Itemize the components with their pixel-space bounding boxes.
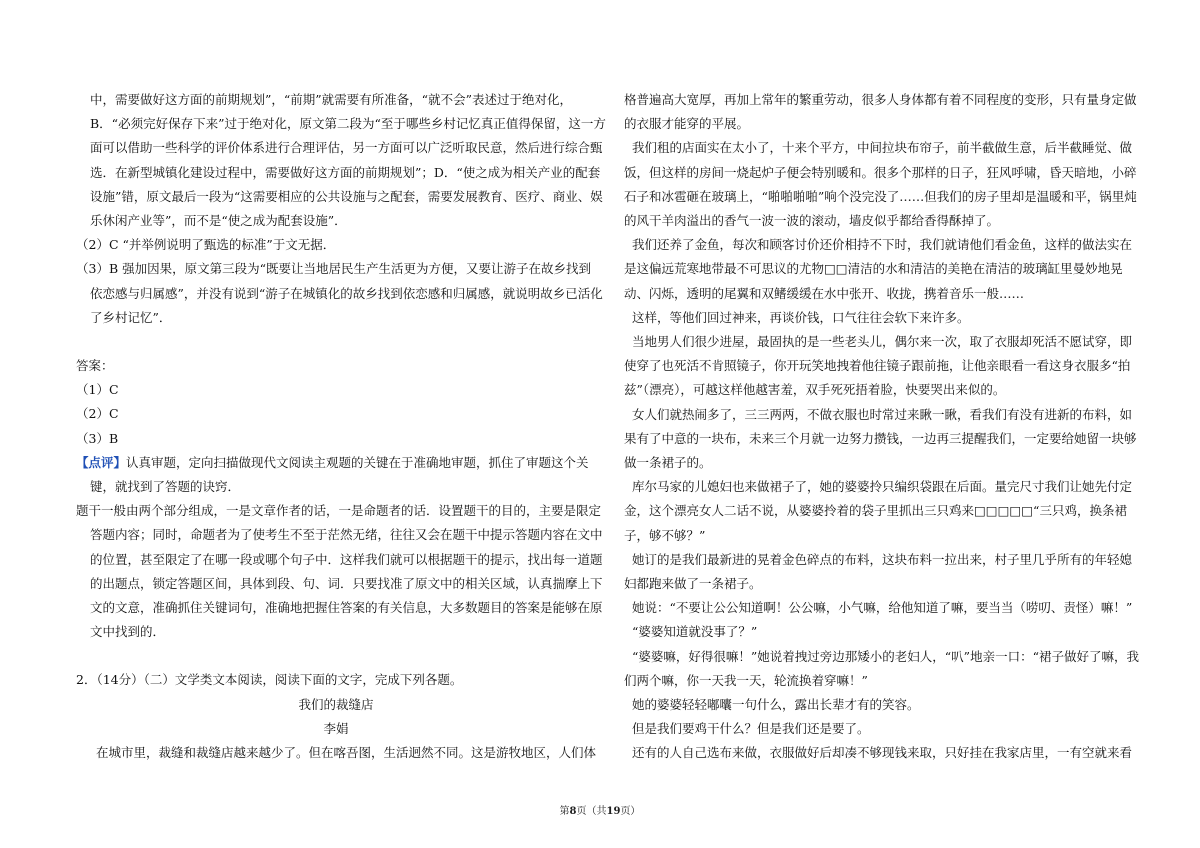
analysis-line: 设施”错，原文最后一段为“这需要相应的公共设施与之配套，需要发展教育、医疗、商业、娱	[90, 188, 603, 204]
method-line: 的位置，甚至限定了在哪一段或哪个句子中．这样我们就可以根据题干的提示，找出每一道题	[90, 551, 603, 567]
answer-label: 答案：	[76, 358, 114, 374]
story-line: 使穿了也死活不肯照镜子，你开玩笑地拽着他往镜子跟前拖，让他亲眼看一看这身衣服多“拍	[624, 358, 1131, 374]
spacer	[76, 644, 596, 668]
story-line: 金，这个漂亮女人二话不说，从婆婆拎着的袋子里抓出三只鸡来□□□□□“三只鸡，换条裙	[624, 503, 1127, 519]
story-line: 果有了中意的一块布，未来三个月就一边努力攒钱，一边再三提醒我们，一定要给她留一块够	[624, 430, 1137, 446]
answer-item: （2）C	[76, 406, 119, 422]
story-line: 这样，等他们回过神来，再谈价钱，口气往往会软下来许多。	[632, 309, 970, 325]
story-line: 她的婆婆轻轻嘟囔一句什么，露出长辈才有的笑容。	[632, 697, 920, 713]
comment-line: 键，就找到了答题的诀窍．	[90, 479, 241, 495]
analysis-line: 乐休闲产业等”，而不是“使之成为配套设施”．	[90, 213, 347, 229]
page-footer	[0, 802, 1200, 817]
story-line: 但是我们要鸡干什么？但是我们还是要了。	[632, 721, 870, 737]
story-line: 的风干羊肉溢出的香气一波一波的滚动，墙皮似乎都给香得酥掉了。	[624, 213, 1000, 229]
answer-item: （1）C	[76, 382, 119, 398]
method-line: 题干一般由两个部分组成，一是文章作者的话，一是命题者的话．设置题干的目的，主要是限定	[76, 503, 602, 519]
story-line: 石子和冰雹砸在玻璃上，“啪啪啪啪”响个没完没了……但我们的房子里却是温暖和平，锅里炖	[624, 188, 1137, 204]
story-line: “婆婆嘛，好得很嘛！”她说着拽过旁边那矮小的老妇人，“叭”地亲一口：“裙子做好了嘛，我	[632, 648, 1139, 664]
footer-suffix: 页）	[620, 806, 641, 817]
question-header: 2．（14分）（二）文学类文本阅读，阅读下面的文字，完成下列各题。	[76, 672, 463, 688]
story-line: 妇都跑来做了一条裙子。	[624, 576, 762, 592]
story-line: 的衣服才能穿的平展。	[624, 116, 750, 132]
story-title: 我们的裁缝店	[298, 696, 374, 712]
story-line: 库尔马家的儿媳妇也来做裙子了，她的婆婆拎只编织袋跟在后面。量完尺寸我们让她先付定	[632, 479, 1133, 495]
analysis-line: 选．在新型城镇化建设过程中，需要做好这方面的前期规划”；D．“使之成为相关产业的配套	[90, 164, 601, 180]
method-line: 文的文意，准确抓住关键词句，准确地把握住答案的有关信息，大多数题目的答案是能够在原	[90, 600, 603, 616]
story-line: 女人们就热闹多了，三三两两，不做衣服也时常过来瞅一瞅，看我们有没有进新的布料，如	[632, 406, 1133, 422]
story-line: 动、闪烁，透明的尾翼和双鳍缓缓在水中张开、收拢，携着音乐一般……	[624, 285, 1025, 301]
story-author: 李娟	[323, 720, 349, 736]
story-line: 们两个嘛，你一天我一天，轮流换着穿嘛！”	[624, 672, 868, 688]
story-line: 子，够不够？”	[624, 527, 706, 543]
total-pages: 19	[606, 806, 621, 817]
page-number: 8	[569, 806, 577, 817]
story-paragraph: 在城市里，裁缝和裁缝店越来越少了。但在喀吾图，生活迥然不同。这是游牧地区，人们体	[96, 745, 597, 761]
method-line: 的出题点，锁定答题区间，具体到段、句、词．只要找准了原文中的相关区域，认真揣摩上下	[90, 575, 603, 591]
method-line: 文中找到的．	[90, 624, 166, 640]
story-line: 她订的是我们最新进的晃着金色碎点的布料，这块布料一拉出来，村子里几乎所有的年轻媳	[632, 551, 1133, 567]
story-line: 做一条裙子的。	[624, 455, 712, 471]
answer-item: （3）B	[76, 430, 119, 446]
q2-analysis: （2）C “并举例说明了甄选的标准”于文无据．	[76, 237, 336, 253]
q3-analysis-line: 了乡村记忆”．	[90, 309, 172, 325]
method-line: 答题内容；同时，命题者为了使考生不至于茫然无绪，往往又会在题干中提示答题内容在文中	[90, 527, 603, 543]
story-line: 当地男人们很少进屋，最固执的是一些老头儿，偶尔来一次，取了衣服却死活不愿试穿，即	[632, 334, 1133, 350]
story-line: 还有的人自己选布来做，衣服做好后却凑不够现钱来取，只好挂在我家店里，一有空就来看	[632, 745, 1133, 761]
q3-analysis-line: （3）B 强加因果，原文第三段为“既要让当地居民生产生活更为方便，又要让游子在故乡找到	[76, 261, 592, 277]
footer-middle: 页（共	[576, 806, 607, 817]
comment-text: 认真审题，定向扫描做现代文阅读主观题的关键在于准确地审题，抓住了审题这个关	[126, 454, 589, 470]
q3-analysis-line: 依恋感与归属感”，并没有说到“游子在城镇化的故乡找到依恋感和归属感，就说明故乡已活化	[90, 285, 603, 301]
story-line: 格普遍高大宽厚，再加上常年的繁重劳动，很多人身体都有着不同程度的变形，只有量身定做	[624, 92, 1137, 107]
story-line: 是这偏远荒寒地带最不可思议的尤物□□清洁的水和清洁的美艳在清洁的玻璃缸里曼妙地晃	[624, 261, 1123, 277]
comment-tag: 【点评】	[76, 454, 127, 470]
story-line: 兹”（漂亮），可越这样他越害羞，双手死死捂着脸，快要哭出来似的。	[624, 382, 1006, 398]
analysis-line: B．“必须完好保存下来”过于绝对化，原文第二段为“至于哪些乡村记忆真正值得保留，这一方	[90, 116, 606, 132]
story-line: 她说：“不要让公公知道啊！公公嘛，小气嘛，给他知道了嘛，要当当（唠叨、责怪）嘛！”	[632, 600, 1133, 616]
story-line: 我们还养了金鱼，每次和顾客讨价还价相持不下时，我们就请他们看金鱼，这样的做法实在	[632, 237, 1133, 253]
story-line: 饭，但这样的房间一烧起炉子便会特别暖和。很多个那样的日子，狂风呼啸，昏天暗地，小碎	[624, 164, 1137, 180]
left-column	[76, 88, 606, 765]
story-line: 我们租的店面实在太小了，十来个平方，中间拉块布帘子，前半截做生意，后半截睡觉、做	[632, 140, 1133, 156]
right-column	[624, 88, 1139, 766]
spacer	[76, 330, 596, 354]
story-line: “婆婆知道就没事了？”	[632, 624, 758, 640]
comment-line	[76, 451, 596, 475]
analysis-line: 中，需要做好这方面的前期规划”，“前期”就需要有所准备，“就不会”表述过于绝对化，	[90, 92, 572, 107]
analysis-line: 面可以借助一些科学的评价体系进行合理评估，另一方面可以广泛听取民意，然后进行综合甄	[90, 140, 603, 156]
footer-prefix: 第	[559, 806, 570, 817]
